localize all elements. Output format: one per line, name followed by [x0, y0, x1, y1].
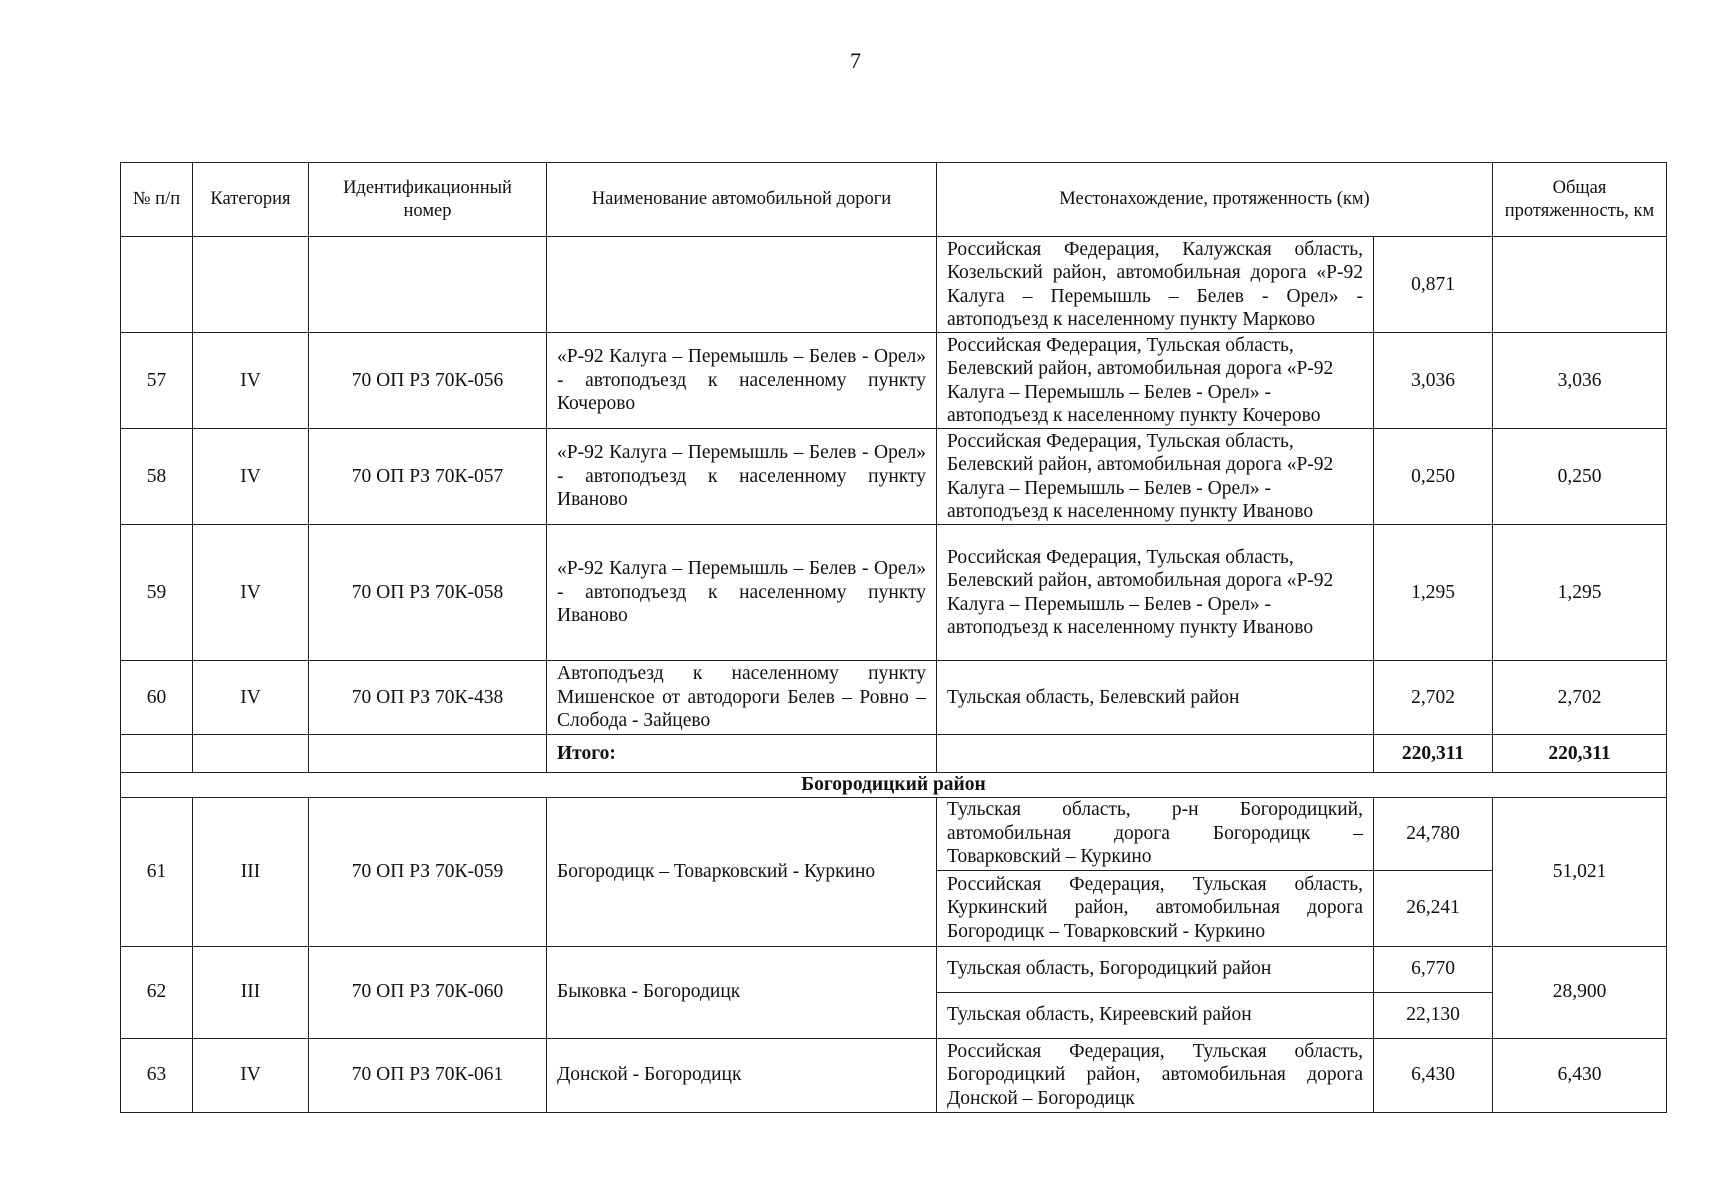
num-cell: 58: [121, 429, 193, 525]
header-category: Категория: [193, 163, 309, 237]
length-cell: 22,130: [1374, 992, 1493, 1038]
length-cell: 6,770: [1374, 946, 1493, 992]
total-cell: 28,900: [1493, 946, 1667, 1038]
roads-table: [120, 162, 1667, 1113]
category-cell: III: [193, 946, 309, 1038]
total-cell: 3,036: [1493, 333, 1667, 429]
id-cell: 70 ОП РЗ 70К-056: [309, 333, 547, 429]
name-cell: Автоподъезд к населенному пункту Мишенское от автодороги Белев – Ровно – Слобода - Зайцево: [547, 661, 937, 735]
location-cell: Российская Федерация, Калужская область, Козельский район, автомобильная дорога «Р-92 Калуга – Перемышль – Белев - Орел» - автоподъезд к населенному пункту Марково: [937, 237, 1374, 333]
total-cell: 51,021: [1493, 797, 1667, 946]
category-cell: III: [193, 797, 309, 946]
table-row: [121, 333, 1667, 429]
itogo-label: Итого:: [547, 735, 937, 773]
location-cell: Тульская область, Богородицкий район: [937, 946, 1374, 992]
id-cell: 70 ОП РЗ 70К-060: [309, 946, 547, 1038]
itogo-length: 220,311: [1374, 735, 1493, 773]
name-cell: Быковка - Богородицк: [547, 946, 937, 1038]
id-cell: 70 ОП РЗ 70К-057: [309, 429, 547, 525]
table-row: [121, 525, 1667, 661]
table-row: [121, 1038, 1667, 1112]
table-row: [121, 797, 1667, 870]
num-cell: 62: [121, 946, 193, 1038]
location-cell: Тульская область, Белевский район: [937, 661, 1374, 735]
num-cell: 61: [121, 797, 193, 946]
length-cell: 0,250: [1374, 429, 1493, 525]
length-cell: 6,430: [1374, 1038, 1493, 1112]
location-cell: Тульская область, Киреевский район: [937, 992, 1374, 1038]
category-cell: IV: [193, 661, 309, 735]
name-cell: «Р-92 Калуга – Перемышль – Белев - Орел» - автоподъезд к населенному пункту Иваново: [547, 429, 937, 525]
id-cell: 70 ОП РЗ 70К-438: [309, 661, 547, 735]
total-cell: 1,295: [1493, 525, 1667, 661]
length-cell: 0,871: [1374, 237, 1493, 333]
header-name: Наименование автомобильной дороги: [547, 163, 937, 237]
header-num: № п/п: [121, 163, 193, 237]
name-cell: «Р-92 Калуга – Перемышль – Белев - Орел» - автоподъезд к населенному пункту Иваново: [547, 525, 937, 661]
table-row: [121, 661, 1667, 735]
district-row: [121, 773, 1667, 798]
header-total: Общая протяженность, км: [1493, 163, 1667, 237]
table-row: [121, 946, 1667, 992]
num-cell: 63: [121, 1038, 193, 1112]
category-cell: IV: [193, 333, 309, 429]
name-cell: Богородицк – Товарковский - Куркино: [547, 797, 937, 946]
total-cell: 2,702: [1493, 661, 1667, 735]
location-cell: Российская Федерация, Тульская область, Богородицкий район, автомобильная дорога Донской – Богородицк: [937, 1038, 1374, 1112]
num-cell: 57: [121, 333, 193, 429]
length-cell: 2,702: [1374, 661, 1493, 735]
name-cell: «Р-92 Калуга – Перемышль – Белев - Орел» - автоподъезд к населенному пункту Кочерово: [547, 333, 937, 429]
name-cell: Донской - Богородицк: [547, 1038, 937, 1112]
district-title: Богородицкий район: [121, 773, 1667, 798]
length-cell: 26,241: [1374, 870, 1493, 946]
header-id: Идентификационный номер: [309, 163, 547, 237]
category-cell: IV: [193, 525, 309, 661]
length-cell: 3,036: [1374, 333, 1493, 429]
location-cell: Российская Федерация, Тульская область, Белевский район, автомобильная дорога «Р-92 Калуга – Перемышль – Белев - Орел» - автоподъезд к населенному пункту Иваново: [937, 429, 1374, 525]
id-cell: 70 ОП РЗ 70К-061: [309, 1038, 547, 1112]
header-location: Местонахождение, протяженность (км): [937, 163, 1493, 237]
table-row: [121, 429, 1667, 525]
table-row: [121, 237, 1667, 333]
location-cell: Российская Федерация, Тульская область, Белевский район, автомобильная дорога «Р-92 Калуга – Перемышль – Белев - Орел» - автоподъезд к населенному пункту Иваново: [937, 525, 1374, 661]
num-cell: 60: [121, 661, 193, 735]
length-cell: 1,295: [1374, 525, 1493, 661]
itogo-row: [121, 735, 1667, 773]
location-cell: Российская Федерация, Тульская область, Куркинский район, автомобильная дорога Богородицк – Товарковский - Куркино: [937, 870, 1374, 946]
id-cell: 70 ОП РЗ 70К-058: [309, 525, 547, 661]
location-cell: Тульская область, р-н Богородицкий, автомобильная дорога Богородицк – Товарковский – Куркино: [937, 797, 1374, 870]
total-cell: 0,250: [1493, 429, 1667, 525]
itogo-total: 220,311: [1493, 735, 1667, 773]
length-cell: 24,780: [1374, 797, 1493, 870]
location-cell: Российская Федерация, Тульская область, Белевский район, автомобильная дорога «Р-92 Калуга – Перемышль – Белев - Орел» - автоподъезд к населенному пункту Кочерово: [937, 333, 1374, 429]
category-cell: IV: [193, 429, 309, 525]
category-cell: IV: [193, 1038, 309, 1112]
table-header: [121, 163, 1667, 237]
num-cell: 59: [121, 525, 193, 661]
page-number: 7: [850, 48, 861, 73]
total-cell: 6,430: [1493, 1038, 1667, 1112]
id-cell: 70 ОП РЗ 70К-059: [309, 797, 547, 946]
